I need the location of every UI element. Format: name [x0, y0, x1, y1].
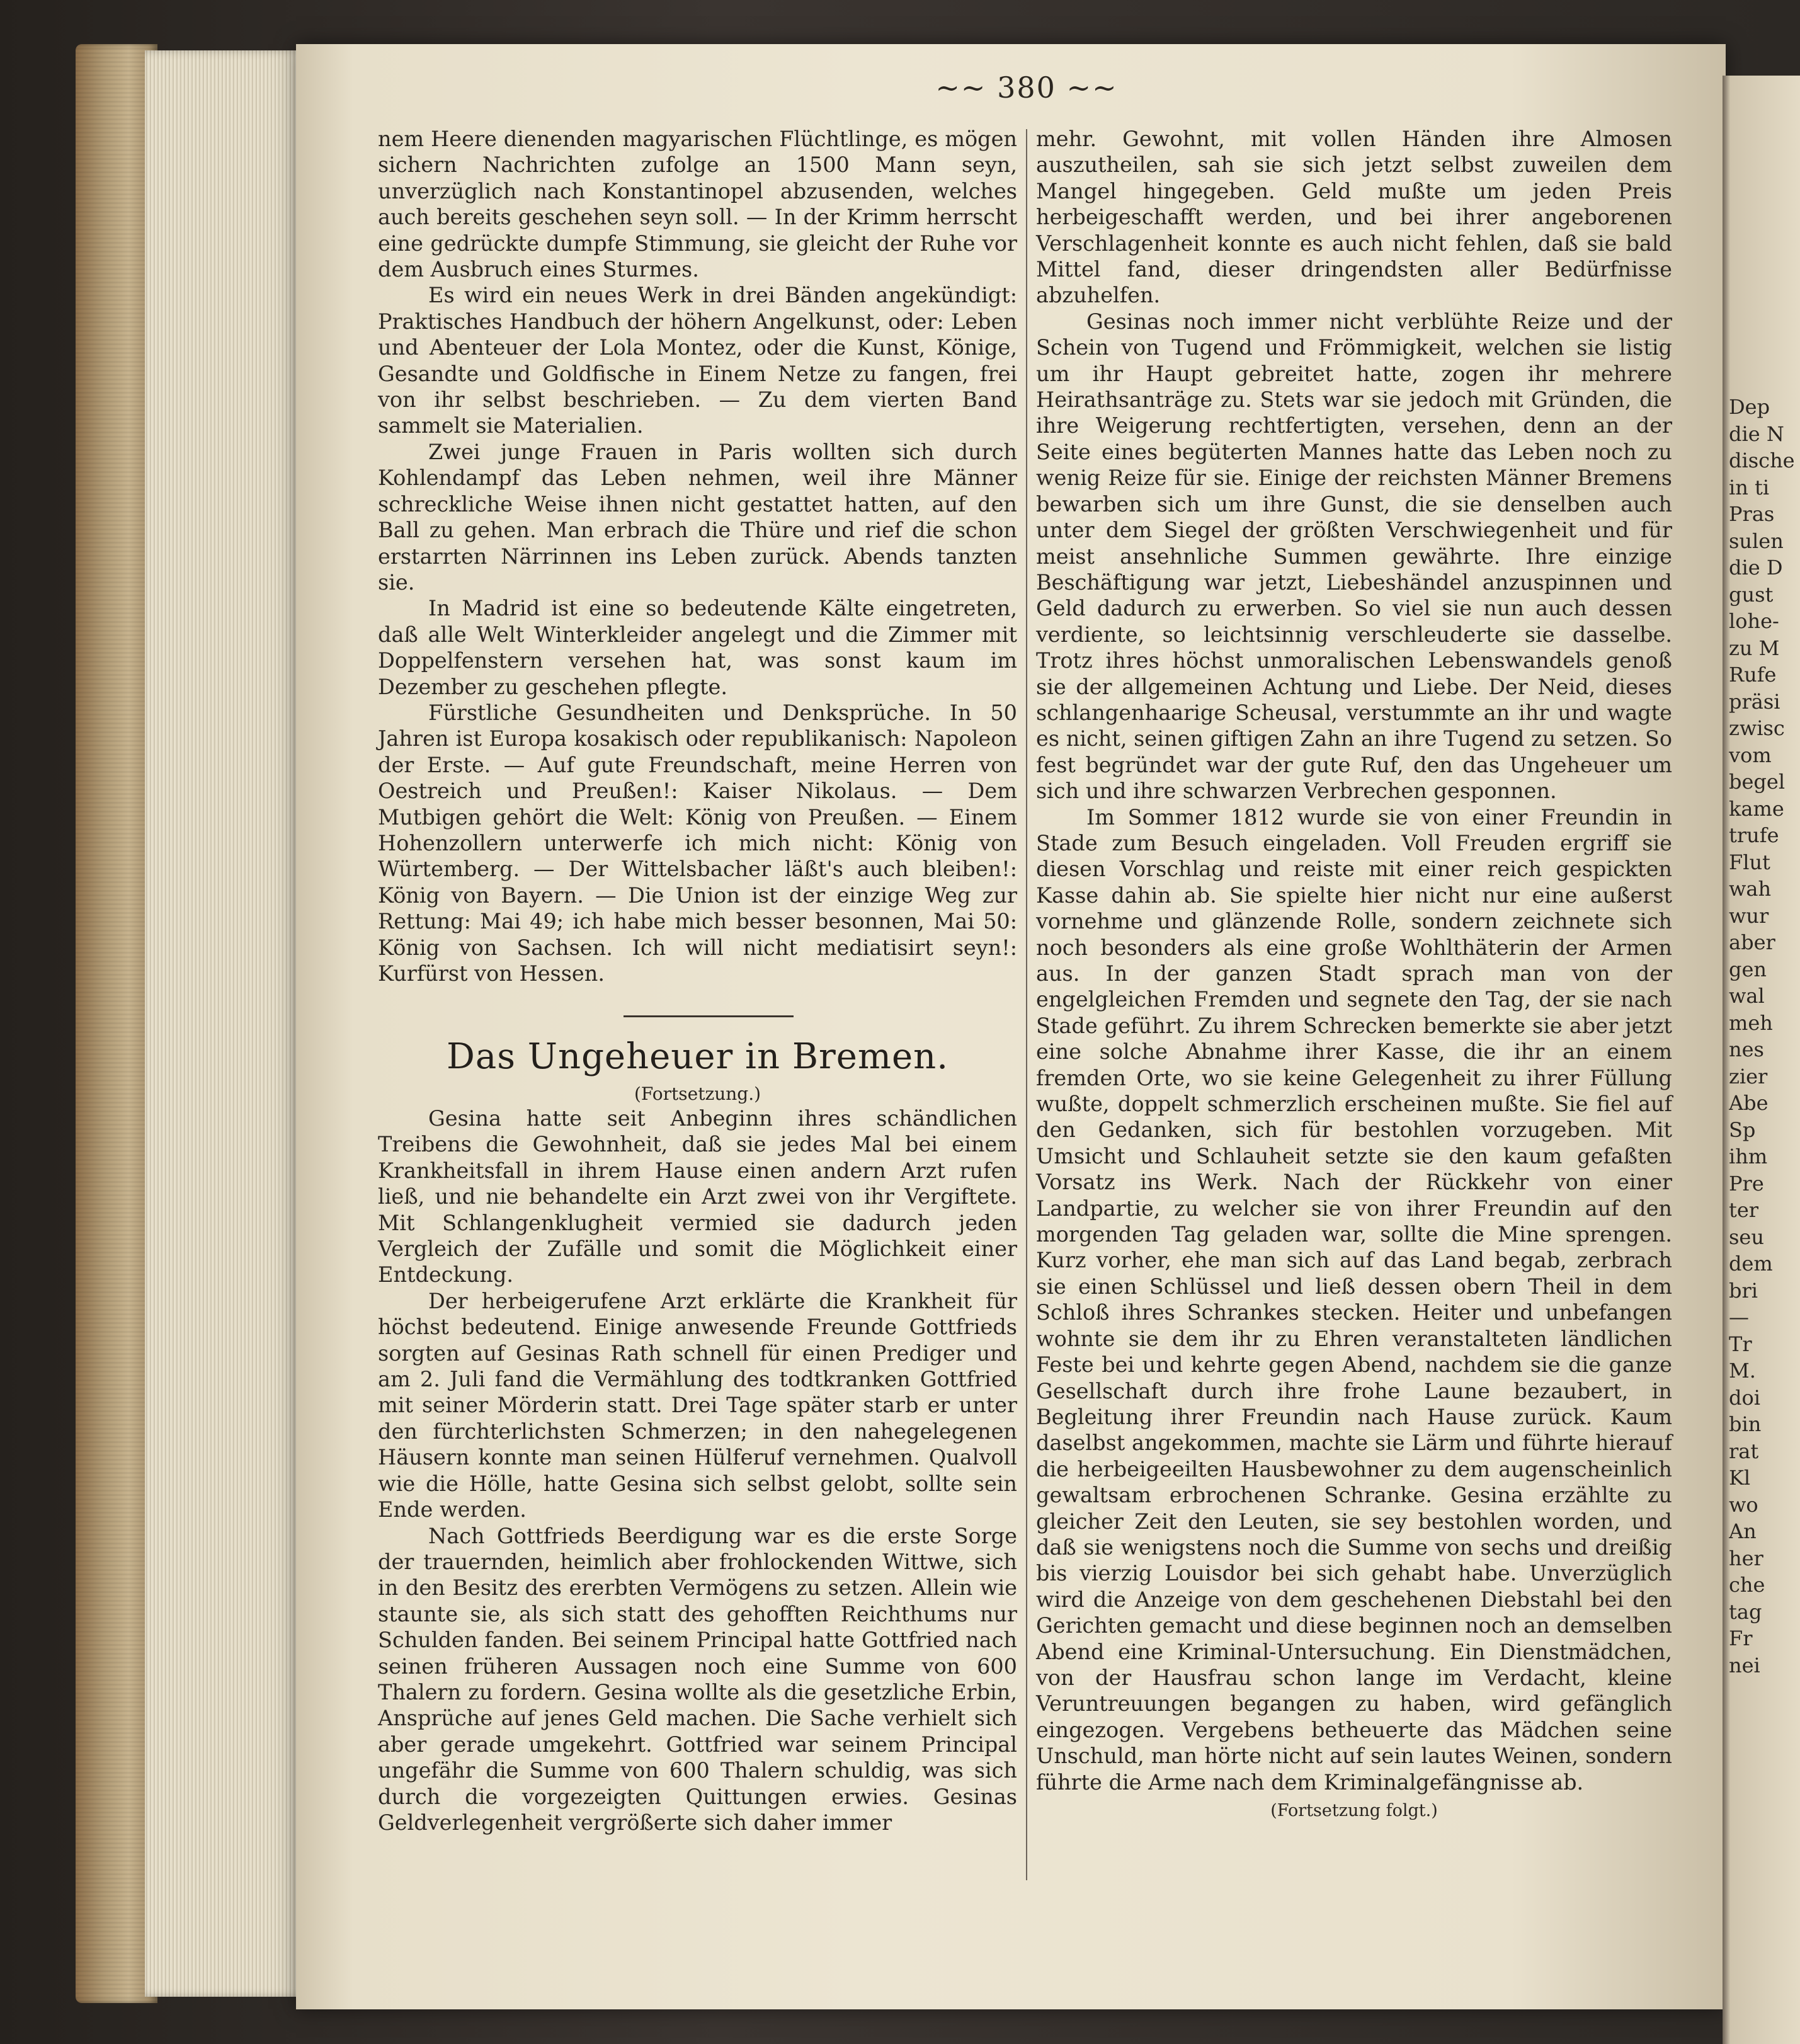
- paragraph: Im Sommer 1812 wurde sie von einer Freundin in Stade zum Besuch eingeladen. Voll Freuden ergriff sie diesen Vorschlag und reiste mit einer reich gespickten Kasse dahin ab. Sie spielte hier nicht nur eine außerst vornehme und glänzende Rolle, sondern zeichnete sich noch besonders als eine große Wohlthäterin der Armen aus. In der ganzen Stadt sprach man von der engelgleichen Fremden und segnete den Tag, der sie nach Stade geführt. Zu ihrem Schrecken bemerkte sie aber jetzt eine solche Abnahme ihrer Kasse, die ihr an einem fremden Orte, wo sie keine Gelegenheit zu ihrer Füllung wußte, doppelt schmerzlich erscheinen mußte. Sie fiel auf den Gedanken, sich für bestohlen vorzugeben. Mit Umsicht und Schlauheit setzte sie den kaum gefaßten Vorsatz ins Werk. Nach der Rückkehr von einer Landpartie, zu welcher sie von ihrer Freundin auf den morgenden Tag geladen war, sollte die Mine sprengen. Kurz vorher, ehe man sich auf das Land begab, zerbrach sie einen Schlüssel und ließ dessen obern Theil in dem Schloß ihres Schrankes stecken. Heiter und unbefangen wohnte sie dem ihr zu Ehren veranstalteten ländlichen Feste bei und kehrte gegen Abend, nachdem sie die ganze Gesellschaft durch ihre frohe Laune bezaubert, in Begleitung ihrer Freundin nach Hause zurück. Kaum daselbst angekommen, machte sie Lärm und führte hierauf die herbeigeeilten Hausbewohner zu dem augenscheinlich gewaltsam erbrochenen Schranke. Gesina erzählte zu gleicher Zeit den Leuten, sie sey bestohlen worden, und daß sie wenigstens noch die Summe von sechs und dreißig bis vierzig Louisdor bei sich gehabt habe. Unverzüglich wird die Anzeige von dem geschehenen Diebstahl bei den Gerichten gemacht und diese beginnen noch an demselben Abend eine Kriminal-Untersuchung. Ein Dienstmädchen, von der Hausfrau schon lange im Verdacht, kleine Veruntreuungen begangen zu haben, wird gefänglich eingezogen. Vergebens betheuerte das Mädchen seine Unschuld, man hörte nicht auf sein lautes Weinen, sondern führte die Arme nach dem Kriminalgefängnisse ab.: [1036, 804, 1672, 1795]
- left-column-story: [378, 1105, 1017, 1836]
- fragment-line: nei: [1729, 1653, 1760, 1677]
- page-number: ~~ 380 ~~: [935, 71, 1118, 105]
- fragment-line: wo: [1729, 1492, 1758, 1517]
- fragment-line: nes: [1729, 1037, 1764, 1061]
- fragment-line: zier: [1729, 1064, 1768, 1088]
- paragraph: nem Heere dienenden magyarischen Flüchtlinge, es mögen sichern Nachrichten zufolge an 1500 Mann seyn, unverzüglich nach Konstantinopel abzusenden, welches auch bereits geschehen seyn soll. — In der Krimm herrscht eine gedrückte dumpfe Stimmung, sie gleicht der Ruhe vor dem Ausbruch eines Sturmes.: [378, 127, 1017, 282]
- fragment-line: —: [1729, 1305, 1749, 1329]
- fragment-line: Pras: [1729, 502, 1775, 526]
- fragment-line: in ti: [1729, 475, 1770, 500]
- article-heading: Das Ungeheuer in Bremen.: [446, 1036, 948, 1077]
- fragment-line: sulen: [1729, 528, 1784, 553]
- fragment-line: ter: [1729, 1198, 1759, 1222]
- column-rule: [1026, 129, 1027, 1880]
- fragment-line: doi: [1729, 1385, 1760, 1410]
- fragment-line: kame: [1729, 796, 1784, 821]
- fragment-line: wah: [1729, 877, 1772, 901]
- fragment-line: lohe-: [1729, 609, 1779, 633]
- fragment-line: zu M: [1729, 636, 1780, 660]
- paragraph: Zwei junge Frauen in Paris wollten sich durch Kohlendampf das Leben nehmen, weil ihre Männer schreckliche Weise ihnen nicht gestattet hatten, auf den Ball zu gehen. Man erbrach die Thüre und rief die schon erstarrten Närrinnen ins Leben zurück. Abends tanzten sie.: [378, 439, 1017, 595]
- fragment-line: zwisc: [1729, 716, 1785, 740]
- fragment-line: die N: [1729, 421, 1784, 446]
- article-subheading: (Fortsetzung.): [634, 1083, 761, 1104]
- fragment-line: M.: [1729, 1359, 1756, 1383]
- paragraph: Der herbeigerufene Arzt erklärte die Krankheit für höchst bedeutend. Einige anwesende Freunde Gottfrieds sorgten auf Gesinas Rath schnell für einen Prediger und am 2. Juli fand die Vermählung des todtkranken Gottfried mit seiner Mörderin statt. Drei Tage später starb er unter den fürchterlichsten Schmerzen; in den nahegelegenen Häusern konnte man seinen Hülferuf vernehmen. Qualvoll wie die Hölle, hatte Gesina sich selbst gelobt, sollte sein Ende werden.: [378, 1288, 1017, 1522]
- fragment-line: dem: [1729, 1252, 1773, 1276]
- fragment-line: Fr: [1729, 1626, 1753, 1650]
- fragment-line: aber: [1729, 930, 1775, 954]
- paragraph: Es wird ein neues Werk in drei Bänden angekündigt: Praktisches Handbuch der höhern Angelkunst, oder: Leben und Abenteuer der Lola Montez, oder die Kunst, Könige, Gesandte und Goldfische in Einem Netze zu fangen, frei von ihr selbst beschrieben. — Zu dem vierten Band sammelt sie Materialien.: [378, 283, 1017, 438]
- left-column-news: [378, 126, 1017, 986]
- paragraph: In Madrid ist eine so bedeutende Kälte eingetreten, daß alle Welt Winterkleider angelegt und die Zimmer mit Doppelfenstern versehen hat, was sonst kaum im Dezember zu geschehen pflegte.: [378, 596, 1017, 699]
- fragment-line: trufe: [1729, 823, 1779, 847]
- fragment-line: rat: [1729, 1439, 1759, 1463]
- fragment-line: meh: [1729, 1010, 1773, 1035]
- fragment-line: Sp: [1729, 1117, 1756, 1142]
- fragment-line: tag: [1729, 1599, 1762, 1624]
- fragment-line: bin: [1729, 1412, 1762, 1436]
- fragment-line: wal: [1729, 984, 1765, 1008]
- fragment-line: Tr: [1729, 1332, 1752, 1356]
- fragment-line: dische: [1729, 448, 1795, 472]
- fragment-line: her: [1729, 1546, 1763, 1570]
- fragment-line: gust: [1729, 582, 1774, 607]
- paragraph: Gesinas noch immer nicht verblühte Reize und der Schein von Tugend und Frömmigkeit, welchen sie listig um ihr Haupt gebreitet hatte, zogen ihr mehrere Heirathsanträge zu. Stets war sie jedoch mit Gründen, die ihre Weigerung rechtfertigten, versehen, denn an der Seite eines begüterten Mannes hatte das Leben noch zu wenig Reize für sie. Einige der reichsten Männer Bremens bewarben sich um ihre Gunst, die sie denselben auch unter dem Siegel der größten Verschwiegenheit und für meist ansehnliche Summen gewährte. Ihre einzige Beschäftigung war jetzt, Liebeshändel anzuspinnen und Geld dadurch zu erwerben. So viel sie nun auch dessen verdiente, so leichtsinnig verschleuderte sie dasselbe. Trotz ihres höchst unmoralischen Lebenswandels genoß sie der allgemeinen Achtung und Liebe. Der Neid, dieses schlangenhaarige Scheusal, verstummte an ihr und wagte es nicht, seinen giftigen Zahn an ihre Tugend zu setzen. So fest begründet war der gute Ruf, den das Ungeheuer um sich und ihre schwarzen Verbrechen gesponnen.: [1036, 309, 1672, 804]
- fragment-line: gen: [1729, 957, 1767, 981]
- fragment-line: die D: [1729, 556, 1783, 580]
- right-column-story: [1036, 126, 1672, 1824]
- fragment-line: begel: [1729, 770, 1786, 794]
- fragment-line: Kl: [1729, 1466, 1751, 1490]
- fragment-line: vom: [1729, 743, 1772, 767]
- fragment-line: wur: [1729, 903, 1769, 928]
- fragment-line: Flut: [1729, 850, 1770, 874]
- fragment-line: An: [1729, 1519, 1757, 1543]
- fragment-line: seu: [1729, 1225, 1764, 1249]
- paragraph: Fürstliche Gesundheiten und Denksprüche. In 50 Jahren ist Europa kosakisch oder republikanisch: Napoleon der Erste. — Auf gute Freundschaft, meine Herren von Oestreich und Preußen!: Kaiser Nikolaus. — Dem Mutbigen gehört die Welt: König von Preußen. — Einem Hohenzollern unterwerfe ich mich nicht: König von Würtemberg. — Der Wittelsbacher läßt's auch bleiben!: König von Bayern. — Die Union ist der einzige Weg zur Rettung: Mai 49; ich habe mich besser besonnen, Mai 50: König von Sachsen. Ich will nicht mediatisirt seyn!: Kurfürst von Hessen.: [378, 700, 1017, 986]
- fragment-line: Rufe: [1729, 663, 1777, 687]
- fragment-line: präsi: [1729, 689, 1780, 714]
- continuation-note: (Fortsetzung folgt.): [1270, 1801, 1438, 1820]
- fragment-line: che: [1729, 1573, 1765, 1597]
- fragment-line: Pre: [1729, 1171, 1764, 1196]
- fragment-line: Abe: [1729, 1091, 1769, 1115]
- paragraph: Gesina hatte seit Anbeginn ihres schändlichen Treibens die Gewohnheit, daß sie jedes Mal bei einem Krankheitsfall in ihrem Hause einen andern Arzt rufen ließ, und nie behandelte ein Arzt zwei von ihr Vergiftete. Mit Schlangenklugheit vermied sie dadurch jeden Vergleich der Zufälle und somit die Möglichkeit einer Entdeckung.: [378, 1106, 1017, 1287]
- fragment-line: ihm: [1729, 1145, 1768, 1168]
- paragraph: mehr. Gewohnt, mit vollen Händen ihre Almosen auszutheilen, sah sie sich jetzt selbst zuweilen dem Mangel hingegeben. Geld mußte um jeden Preis herbeigeschafft werden, und bei ihrer angeborenen Verschlagenheit konnte es auch nicht fehlen, daß sie bald Mittel fand, dieser dringendsten aller Bedürfnisse abzuhelfen.: [1036, 127, 1672, 308]
- fragment-line: Dep: [1729, 395, 1770, 419]
- paragraph: Nach Gottfrieds Beerdigung war es die erste Sorge der trauernden, heimlich aber frohlockenden Wittwe, sich in den Besitz des ererbten Vermögens zu setzen. Allein wie staunte sie, als sich statt des gehofften Reichthums nur Schulden fanden. Bei seinem Principal hatte Gottfried nach seinen früheren Aussagen noch eine Summe von 600 Thalern zu fordern. Gesina wollte als die gesetzliche Erbin, Ansprüche auf jenes Geld machen. Die Sache verhielt sich aber gerade umgekehrt. Gottfried war seinem Principal ungefähr die Summe von 600 Thalern schuldig, was sich durch die vorgezeigten Quittungen erwies. Gesinas Geldverlegenheit vergrößerte sich daher immer: [378, 1523, 1017, 1835]
- fragment-line: bri: [1729, 1278, 1758, 1303]
- facing-page-fragment: [1729, 394, 1800, 1679]
- section-divider: [624, 1015, 794, 1017]
